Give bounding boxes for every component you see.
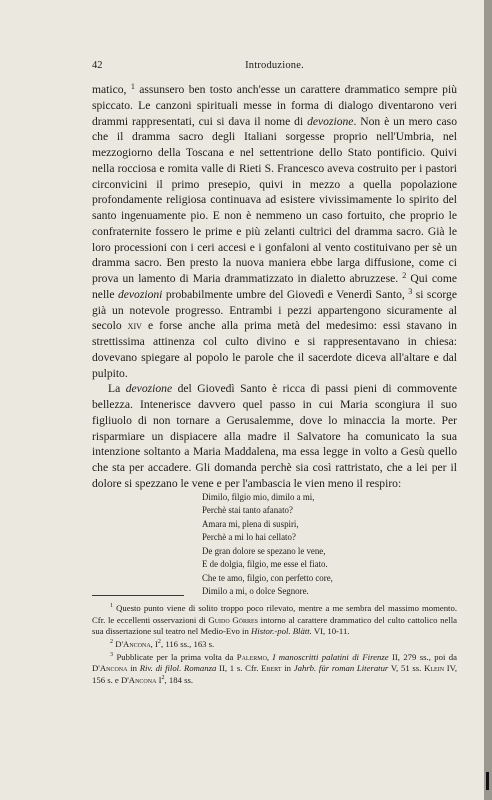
footnote-ref-2: 2 (402, 271, 407, 280)
main-text (92, 82, 457, 492)
verse-line: Dimilo, filgio mio, dimilo a mi, (202, 492, 315, 502)
verse-line: De gran dolore se spezano le vene, (202, 545, 326, 556)
running-title: Introduzione. (245, 60, 304, 71)
verse-line: Perchè a mi lo hai cellato? (202, 532, 296, 543)
verse-line: Perchè stai tanto afanato? (202, 505, 293, 516)
running-header (92, 60, 457, 74)
footnotes (92, 603, 457, 688)
verse-quotation (202, 491, 442, 599)
footnote-divider (92, 595, 184, 596)
scan-edge-mark (486, 772, 489, 790)
scan-edge (484, 0, 492, 800)
verse-line: Dimilo a mi, o dolce Segnore. (202, 586, 309, 597)
footnote-ref-1: 1 (130, 82, 135, 91)
paragraph-1: matico, $^1$ assunsero ben tosto anch'esse un carattere drammatico sempre più spiccato. Le canzoni spirituali messe in forma di dialogo diventarono veri drammi rappresentati, cui si dava il nome di devozione. Non è un mero caso che il dramma sacro degli Italiani sorgesse proprio nell'Umbria, nel mezzogiorno della Toscana e nel settentrione dello Stato pontificio. Quivi nella rocciosa e romita valle di Rieti S. Francesco aveva costruito per i pastori circonvicini il primo presepio, quivi in mezzo a quella popolazione profondamente religiosa continuava ad esistere vivissimamente lo spirito del santo ingenuamente pio. E non è nemmeno un caso fortuito, che proprio le confraternite fossero le prime e più zelanti cultrici del dramma sacro. Già le loro processioni con i ceri accesi e i gonfaloni al vento costituivano per sè un dramma sacro. Ben presto la nuova maniera ebbe larga diffusione, come ci prova un lamento di Maria drammatizzato in dialetto abruzzese. $^2$ Qui come nelle devozioni probabilmente umbre del Giovedì e Venerdì Santo, $^3$ si scorge già un notevole progresso. Entrambi i pezzi appartengono sicuramente al secolo xiv e forse anche alla prima metà del medesimo: essi stavano in strettissima attinenza col culto divino e si rappresentavano in chiesa: dovevano spiegare al popolo le parole che il sacerdote diceva all'altare e dal pulpito. (92, 82, 458, 380)
footnote-2: $^2$ D'Ancona, $I^2$, 116 ss., 163 s. (110, 638, 215, 649)
footnote-ref-3: 3 (408, 286, 413, 296)
footnote-3: $^3$ Pubblicate per la prima volta da Palermo, I manoscritti palatini di Firenze II, 279 ss., poi da D'Ancona in Riv. di filol. Romanza II, 1 s. Cfr. Ebert in Jahrb. für roman Literatur V, 51 ss. Klein IV, 156 s. e D'Ancona $I^2$, 184 ss. (92, 651, 457, 685)
verse-line: Amara mi, plena di suspiri, (202, 518, 299, 529)
footnote-1: $^1$ Questo punto viene di solito troppo poco rilevato, mentre a me sembra del massimo momento. Cfr. le eccellenti osservazioni di Guido Görres intorno al carattere drammatico del culto cattolico nella sua dissertazione sul teatro nel Medio-Evo in Histor.-pol. Blätt. VI, 10-11. (92, 603, 457, 637)
verse-line: E de dolgia, filgio, me esse el fiato. (202, 559, 328, 570)
page-number: 42 (92, 60, 103, 71)
paragraph-2: La devozione del Giovedì Santo è ricca di passi pieni di commovente bellezza. Intenerisce davvero quel passo in cui Maria scongiura il suo figliuolo di non tornare a Gerusalemme, dove lo minaccia la morte. Per risparmiare un dispiacere alla madre il Salvatore ha comunicato la sua intenzione soltanto a Maria Maddalena, ma essa legge in volto a Gesù quello che sta per accadere. Gli domanda perchè sia così rattristato, che a lei per il dolore si spezzano le vene e per l'ambascia le vien meno il respiro: (92, 382, 457, 490)
verse-line: Che te amo, filgio, con perfetto core, (202, 572, 333, 583)
